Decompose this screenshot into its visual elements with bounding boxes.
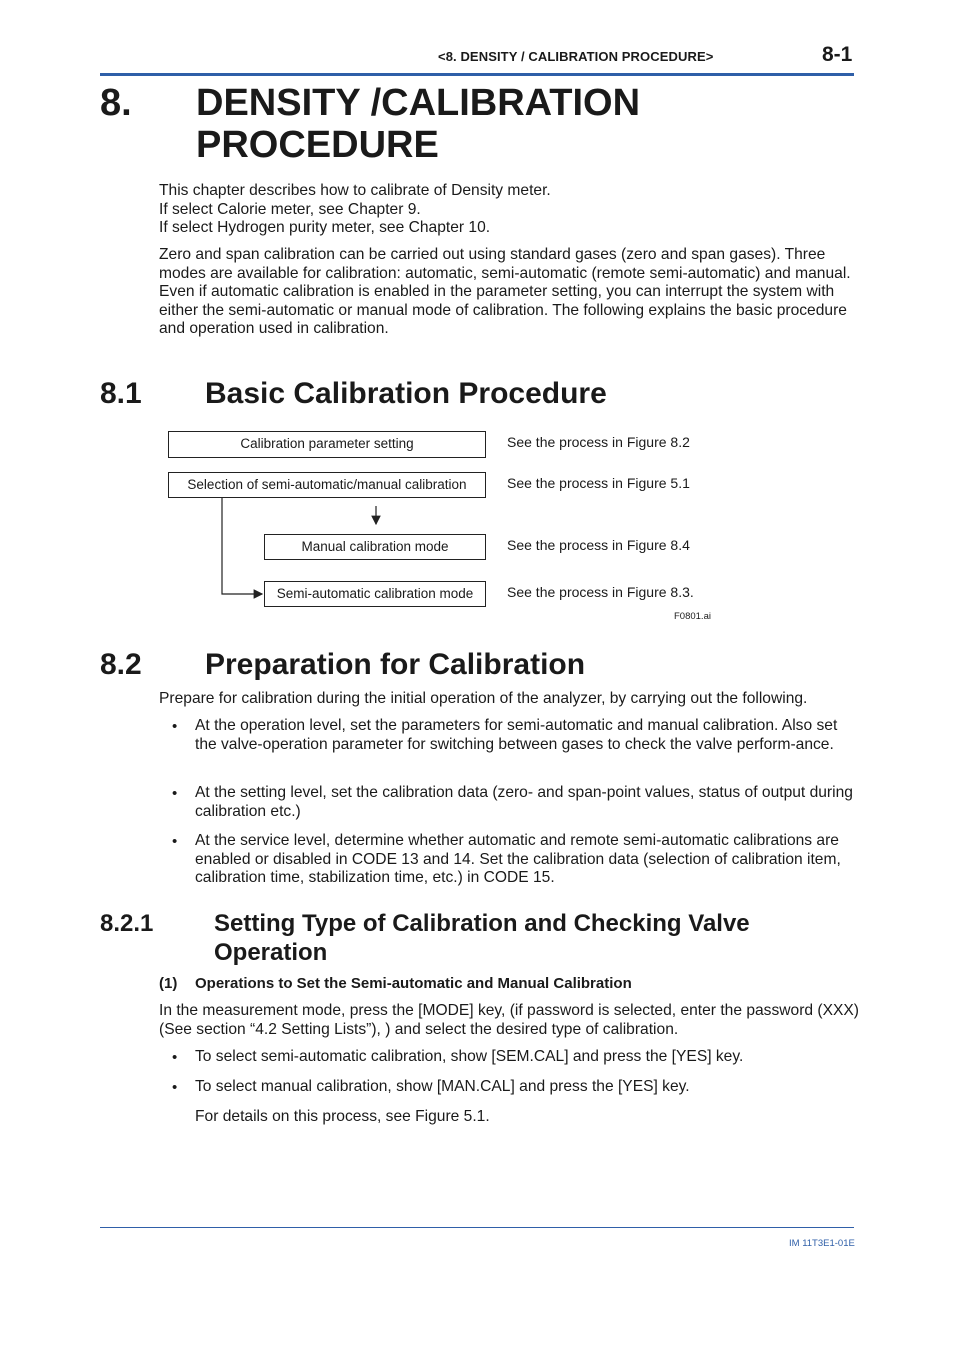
intro-line: If select Calorie meter, see Chapter 9. (159, 200, 421, 218)
bullet-marker: • (172, 1079, 178, 1096)
bullet-marker: • (172, 718, 178, 735)
document-number: IM 11T3E1-01E (789, 1238, 855, 1249)
bullet-marker: • (172, 833, 178, 850)
section-8-2-1-title: Setting Type of Calibration and Checking Valve Operation (214, 910, 750, 966)
figure-id: F0801.ai (674, 611, 711, 622)
running-title: <8. DENSITY / CALIBRATION PROCEDURE> (438, 49, 714, 64)
section-8-2-1-paragraph: In the measurement mode, press the [MODE] key, (if password is selected, enter the password (XXX) (See section “4.2 Setting Lists”), ) and select the desired type of calibration. (159, 1002, 859, 1038)
flow-ref-param: See the process in Figure 8.2 (507, 434, 690, 450)
flow-ref-select: See the process in Figure 5.1 (507, 475, 690, 491)
intro-line: If select Hydrogen purity meter, see Chapter 10. (159, 219, 491, 237)
footer-rule (100, 1227, 854, 1228)
figure-reference-note: For details on this process, see Figure 5.1. (195, 1108, 490, 1125)
section-8-1-number: 8.1 (100, 377, 142, 410)
list-item: At the operation level, set the parameters for semi-automatic and manual calibration. Also set the valve-operation parameter for switching between gases to check the valve perform-ance. (195, 717, 838, 753)
flow-ref-manual: See the process in Figure 8.4 (507, 537, 690, 553)
intro-line: This chapter describes how to calibrate of Density meter. (159, 182, 551, 199)
bullet-marker: • (172, 1049, 178, 1066)
chapter-intro-paragraph: Zero and span calibration can be carried out using standard gases (zero and span gases). Three modes are available for calibration: automatic, semi-automatic (remote semi-automatic) and manual. Even if automatic calibration is enabled in the parameter setting, you can interrupt the system with either the semi-automatic or manual mode of calibration. The following explains the basic procedure and operation used in calibration. (159, 246, 851, 338)
arrow-to-semi (222, 497, 262, 594)
flow-box-manual-mode: Manual calibration mode (264, 534, 486, 560)
section-8-2-title: Preparation for Calibration (205, 648, 586, 681)
section-8-2-1-number: 8.2.1 (100, 910, 154, 937)
page-number: 8-1 (822, 43, 853, 66)
section-8-1-title: Basic Calibration Procedure (205, 377, 607, 410)
list-item: At the setting level, set the calibration data (zero- and span-point values, status of output during calibration etc.) (195, 784, 853, 820)
flow-box-selection: Selection of semi-automatic/manual calibration (168, 472, 486, 498)
chapter-title: DENSITY /CALIBRATION PROCEDURE (196, 82, 641, 166)
section-8-2-intro: Prepare for calibration during the initial operation of the analyzer, by carrying out the following. (159, 690, 808, 707)
list-item: At the service level, determine whether automatic and remote semi-automatic calibrations are enabled or disabled in CODE 13 and 14. Set the calibration data (selection of calibration item, calibration time, stabilization time, etc.) in CODE 15. (195, 832, 841, 887)
flow-box-parameter-setting: Calibration parameter setting (168, 431, 486, 458)
step-title: Operations to Set the Semi-automatic and Manual Calibration (195, 975, 632, 992)
bullet-marker: • (172, 785, 178, 802)
list-item: To select manual calibration, show [MAN.CAL] and press the [YES] key. (195, 1078, 690, 1095)
section-8-2-number: 8.2 (100, 648, 142, 681)
flow-box-semi-auto-mode: Semi-automatic calibration mode (264, 581, 486, 607)
list-item: To select semi-automatic calibration, show [SEM.CAL] and press the [YES] key. (195, 1048, 744, 1065)
flow-ref-semi: See the process in Figure 8.3. (507, 584, 694, 600)
step-label: (1) (159, 975, 178, 992)
chapter-number: 8. (100, 82, 132, 124)
